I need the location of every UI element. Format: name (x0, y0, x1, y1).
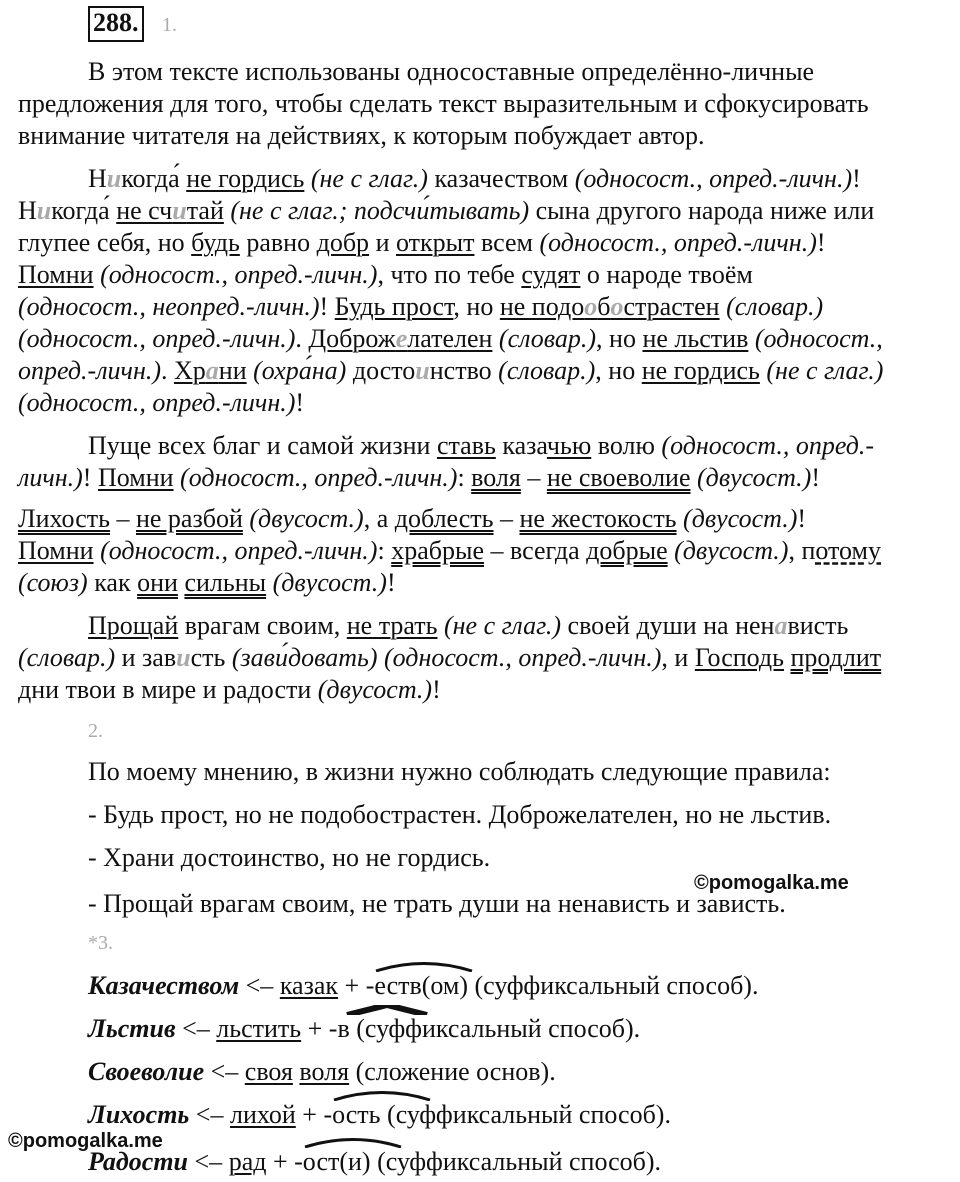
wf-word: Казачеством (88, 971, 240, 1000)
watermark-top: ©pomogalka.me (694, 872, 849, 894)
wf-row-2 (88, 1013, 640, 1045)
wf-arrow: <– (188, 1147, 229, 1176)
suffix-caret (337, 1013, 349, 1045)
wf-word: Льстив (88, 1014, 176, 1043)
wf-arrow: <– (175, 1014, 217, 1043)
rule-2: - Храни достоинство, но не гордись. (88, 843, 491, 872)
rule-1: - Будь прост, но не подобострастен. Доброжелателен, но не льстив. (88, 800, 832, 829)
annot-line-2: Никогда́ не считай (не с глаг.; подсчи́тывать) сына другого народа ниже или (18, 196, 875, 225)
annot-line-15: (словар.) и зависть (зави́довать) (односост., опред.-личн.), и Господь продлит (18, 643, 882, 672)
rules-intro: По моему мнению, в жизни нужно соблюдать следующие правила: (88, 757, 831, 786)
wf-plus: + - (338, 971, 375, 1000)
annot-line-9: Пуще всех благ и самой жизни ставь казачью волю (односост., опред.- (88, 431, 875, 460)
wf-word: Радости (88, 1147, 189, 1176)
part-3-label: *3. (88, 932, 113, 954)
annot-line-13: (союз) как они сильны (двусост.)! (18, 568, 396, 597)
wf-tail: (и) (суффиксальный способ). (339, 1147, 662, 1176)
wf-row-3 (88, 1056, 556, 1088)
wf-row-1 (88, 970, 758, 1002)
annot-line-1: Никогда́ не гордись (не с глаг.) казачеством (односост., опред.-личн.)! (88, 164, 861, 193)
part-1-label: 1. (162, 14, 177, 36)
wf-tail: (суффиксальный способ). (349, 1014, 641, 1043)
watermark-bottom: ©pomogalka.me (8, 1130, 163, 1152)
wf-row-4 (88, 1099, 671, 1131)
wf-base: рад (228, 1147, 267, 1176)
wf-arrow: <– (189, 1100, 230, 1129)
wf-base: лихой (229, 1100, 296, 1129)
annot-line-16: дни твои в мире и радости (двусост.)! (18, 675, 441, 704)
wf-affix: ост (302, 1147, 340, 1176)
exercise-number: 288. (88, 6, 144, 42)
annot-line-5: (односост., неопред.-личн.)! Будь прост, но не подообострастен (словар.) (18, 292, 824, 321)
wf-base: казак (279, 971, 339, 1000)
wf-affix: еств (374, 971, 422, 1000)
rule-3: - Прощай врагам своим, не трать души на ненависть и зависть. (88, 889, 786, 918)
wf-affix: в (337, 1014, 350, 1043)
annot-line-10: личн.)! Помни (односост., опред.-личн.): воля – не своеволие (двусост.)! (18, 463, 821, 492)
wf-base: льстить (216, 1014, 302, 1043)
annot-line-12: Помни (односост., опред.-личн.): храбрые – всегда добрые (двусост.), потому (18, 536, 882, 565)
wf-base-2: воля (299, 1057, 350, 1086)
wf-word: Своеволие (88, 1057, 205, 1086)
para1-line1: В этом тексте использованы односоставные определённо-личные (88, 57, 815, 86)
annot-line-14: Прощай врагам своим, не трать (не с глаг.) своей души на ненависть (88, 611, 849, 640)
wf-affix: ость (332, 1100, 381, 1129)
wf-tail: (ом) (суффиксальный способ). (421, 971, 759, 1000)
wf-tail: (суффиксальный способ). (380, 1100, 671, 1129)
wf-plus: + - (301, 1014, 338, 1043)
wf-row-5 (88, 1146, 661, 1178)
part-2-label: 2. (88, 720, 103, 742)
wf-word: Лихость (88, 1100, 190, 1129)
annot-line-11: Лихость – не разбой (двусост.), а доблесть – не жестокость (двусост.)! (18, 504, 807, 533)
wf-plus: + - (295, 1100, 333, 1129)
annot-line-8: (односост., опред.-личн.)! (18, 388, 305, 417)
annot-line-7: опред.-личн.). Храни (охра́на) достоинство (словар.), но не гордись (не с глаг.) (18, 356, 884, 385)
wf-arrow: <– (239, 971, 280, 1000)
annot-line-3: глупее себя, но будь равно добр и открыт всем (односост., опред.-личн.)! (18, 228, 826, 257)
suffix-arc (303, 1146, 340, 1178)
para1-line2: предложения для того, чтобы сделать текст выразительным и сфокусировать (18, 89, 869, 118)
suffix-arc (374, 970, 421, 1002)
wf-base-1: своя (244, 1057, 293, 1086)
wf-tail: (сложение основ). (349, 1057, 556, 1086)
annot-line-6: (односост., опред.-личн.). Доброжелателен (словар.), но не льстив (односост., (18, 324, 883, 353)
annot-line-4: Помни (односост., опред.-личн.), что по тебе судят о народе твоём (18, 260, 753, 289)
wf-arrow: <– (204, 1057, 245, 1086)
suffix-arc (332, 1099, 380, 1131)
wf-plus: + - (266, 1147, 303, 1176)
para1-line3: внимание читателя на действиях, к которым побуждает автор. (18, 121, 705, 150)
